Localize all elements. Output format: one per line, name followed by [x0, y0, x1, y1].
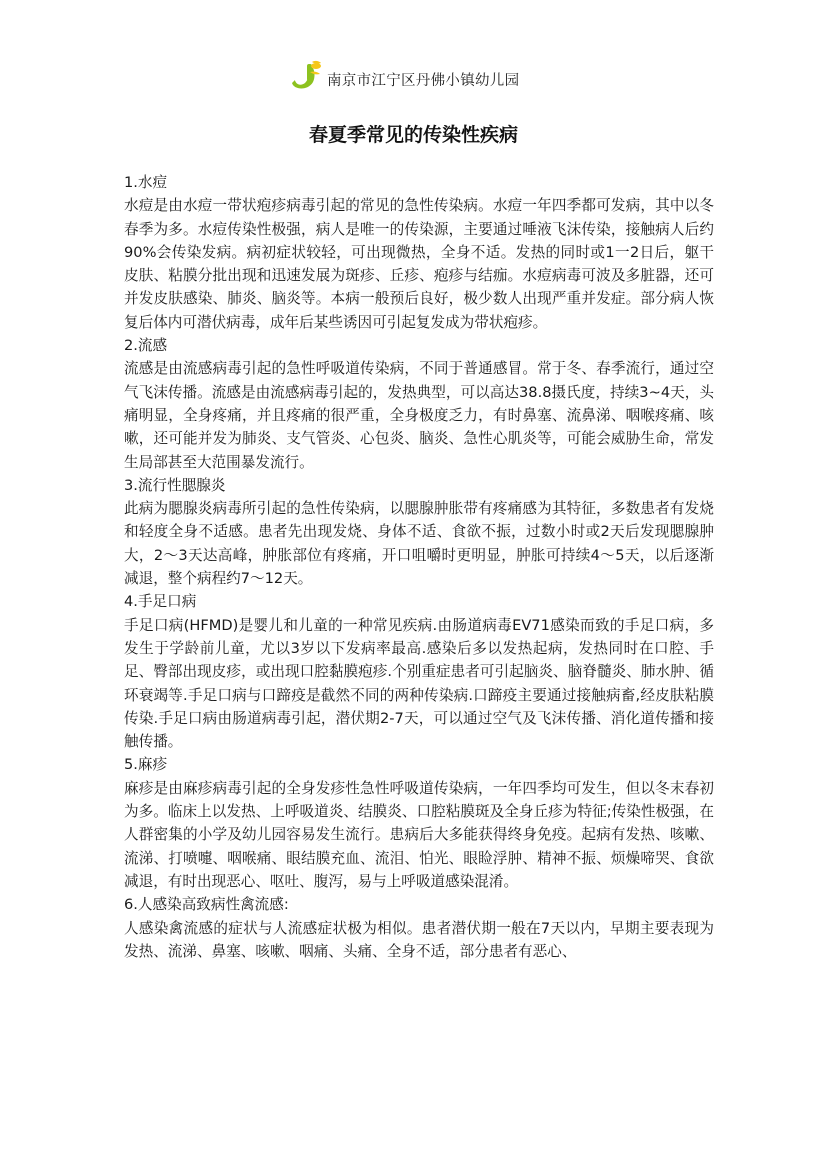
- section-heading-hfmd: 4.手足口病: [124, 593, 197, 611]
- section-body-chickenpox: 水痘是由水痘一带状疱疹病毒引起的常见的急性传染病。水痘一年四季都可发病，其中以冬春季为多。水痘传染性极强，病人是唯一的传染源，主要通过唾液飞沫传染，接触病人后约90%会传染发病。病初症状较轻，可出现微热，全身不适。发热的同时或1一2日后，躯干皮肤、粘膜分批出现和迅速发展为斑疹、丘疹、疱疹与结痂。水痘病毒可波及多脏器，还可并发皮肤感染、肺炎、脑炎等。本病一般预后良好，极少数人出现严重并发症。部分病人恢复后体内可潜伏病毒，成年后某些诱因可引起复发成为带状疱疹。: [124, 197, 714, 331]
- section-body-measles: 麻疹是由麻疹病毒引起的全身发疹性急性呼吸道传染病，一年四季均可发生，但以冬末春初为多。临床上以发热、上呼吸道炎、结膜炎、口腔粘膜斑及全身丘疹为特征;传染性极强，在人群密集的小学及幼儿园容易发生流行。患病后大多能获得终身免疫。起病有发热、咳嗽、流涕、打喷嚏、咽喉痛、眼结膜充血、流泪、怕光、眼睑浮肿、精神不振、烦燥啼哭、食欲减退，有时出现恶心、呕吐、腹泻，易与上呼吸道感染混淆。: [124, 779, 714, 890]
- document-title: 春夏季常见的传染性疾病: [308, 124, 518, 146]
- section-body-influenza: 流感是由流感病毒引起的急性呼吸道传染病，不同于普通感冒。常于冬、春季流行，通过空气飞沫传播。流感是由流感病毒引起的，发热典型，可以高达38.8摄氏度，持续3~4天，头痛明显，全身疼痛，并且疼痛的很严重，全身极度乏力，有时鼻塞、流鼻涕、咽喉疼痛、咳嗽，还可能并发为肺炎、支气管炎、心包炎、脑炎、急性心肌炎等，可能会威胁生命，常发生局部甚至大范围暴发流行。: [124, 360, 714, 471]
- document-body: [124, 171, 714, 963]
- section-heading-measles: 5.麻疹: [124, 756, 168, 774]
- section-body-hfmd: 手足口病(HFMD)是婴儿和儿童的一种常见疾病.由肠道病毒EV71感染而致的手足口病，多发生于学龄前儿童，尤以3岁以下发病率最高.感染后多以发热起病，发热同时在口腔、手足、臀部出现皮疹，或出现口腔黏膜疱疹.个别重症患者可引起脑炎、脑脊髓炎、肺水肿、循环衰竭等.手足口病与口蹄疫是截然不同的两种传染病.口蹄疫主要通过接触病畜,经皮肤粘膜传染.手足口病由肠道病毒引起，潜伏期2-7天，可以通过空气及飞沫传播、消化道传播和接触传播。: [124, 616, 714, 751]
- page-header: [0, 60, 827, 96]
- section-heading-influenza: 2.流感: [124, 337, 168, 355]
- school-logo-icon: [288, 60, 322, 92]
- section-body-mumps: 此病为腮腺炎病毒所引起的急性传染病，以腮腺肿胀带有疼痛感为其特征，多数患者有发烧和轻度全身不适感。患者先出现发烧、身体不适、食欲不振，过数小时或2天后发现腮腺肿大，2～3天达高峰，肿胀部位有疼痛，开口咀嚼时更明显，肿胀可持续4～5天，以后逐渐减退，整个病程约7～12天。: [124, 500, 714, 588]
- section-heading-avian-flu: 6.人感染高致病性禽流感:: [124, 896, 289, 914]
- section-heading-mumps: 3.流行性腮腺炎: [124, 476, 226, 494]
- school-name: 南京市江宁区丹佛小镇幼儿园: [327, 73, 520, 89]
- section-body-avian-flu: 人感染禽流感的症状与人流感症状极为相似。患者潜伏期一般在7天以内，早期主要表现为发热、流涕、鼻塞、咳嗽、咽痛、头痛、全身不适，部分患者有恶心、: [124, 919, 714, 960]
- section-heading-chickenpox: 1.水痘: [124, 174, 168, 191]
